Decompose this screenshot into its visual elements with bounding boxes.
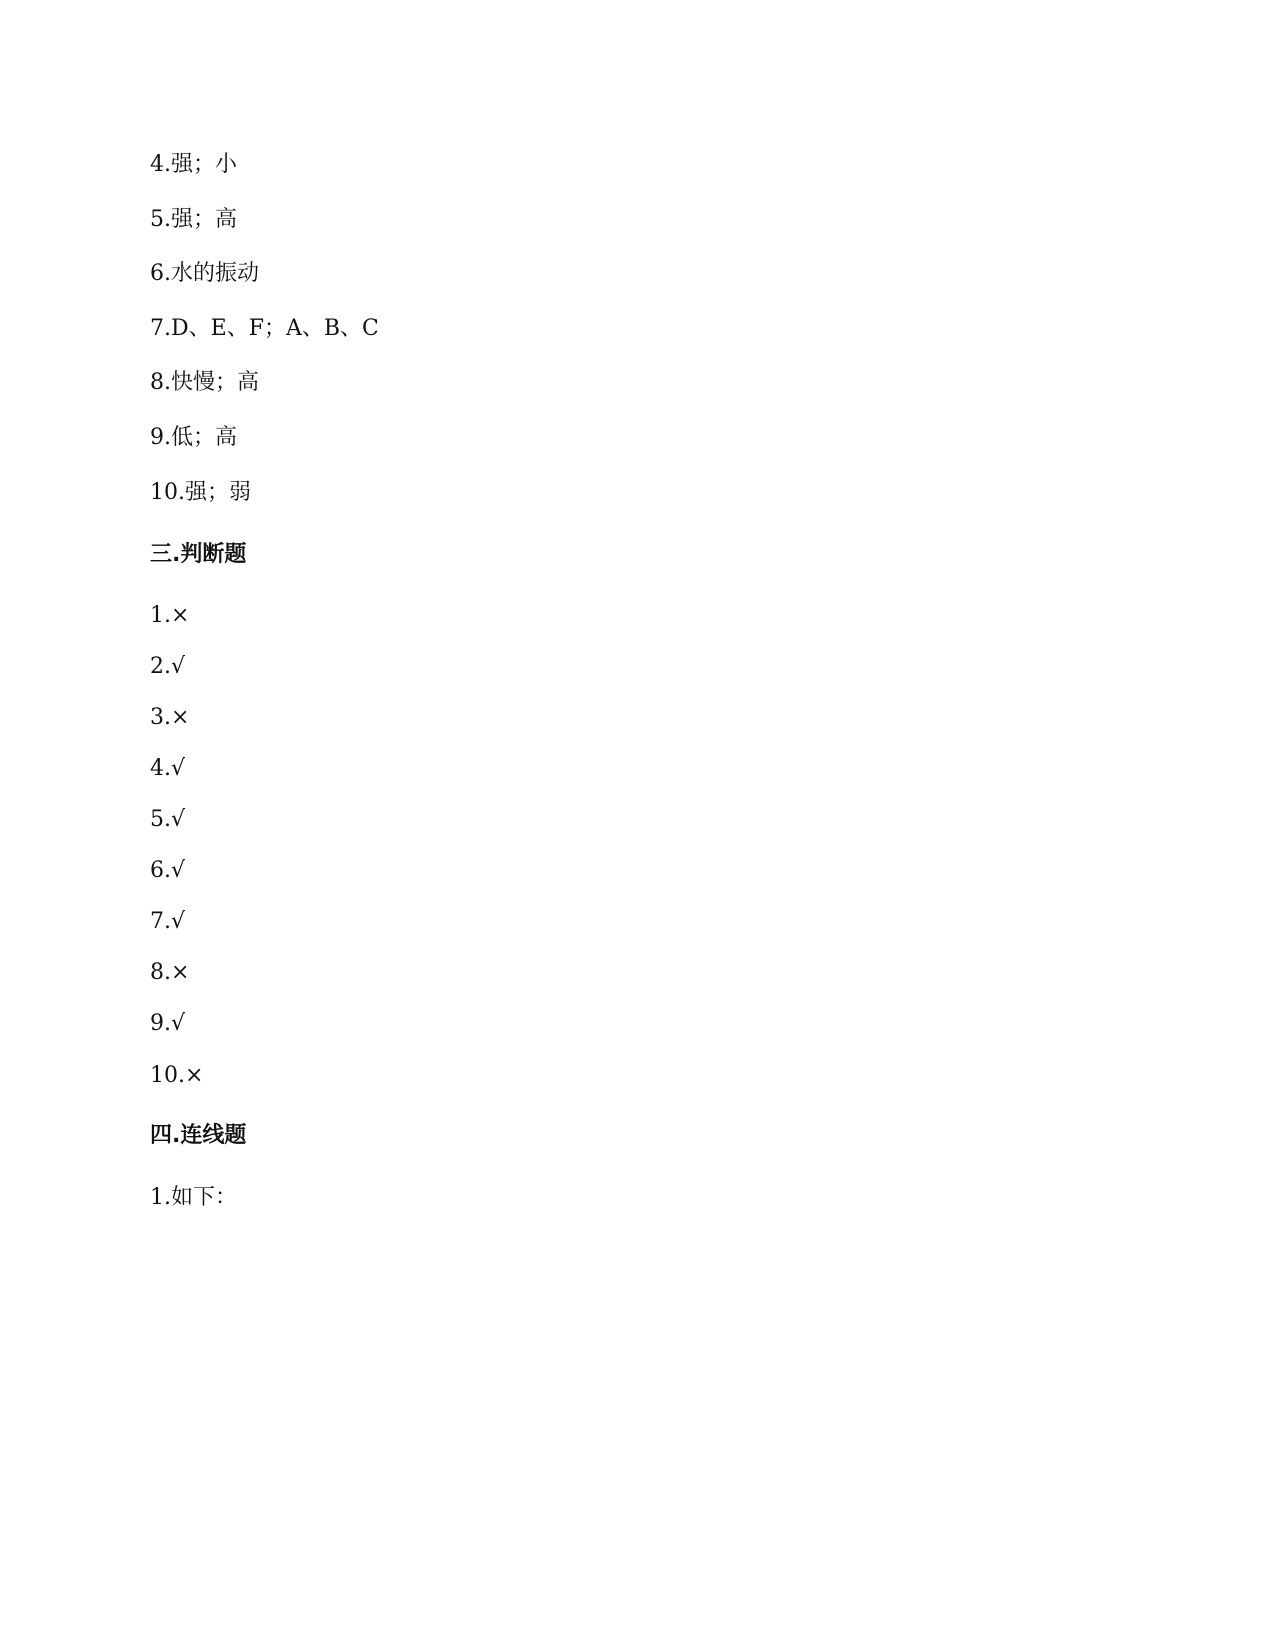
section-heading-judgement: 三.判断题 [150,542,247,567]
fill-answer-5: 5.强；高 [150,207,237,232]
judgement-answer-7: 7.√ [150,909,186,934]
judgement-answer-8: 8.× [150,960,190,985]
judgement-answer-10: 10.× [150,1063,204,1088]
fill-answer-8: 8.快慢；高 [150,370,259,395]
judgement-answer-1: 1.× [150,603,190,628]
judgement-answer-3: 3.× [150,705,190,730]
judgement-answer-9: 9.√ [150,1011,186,1036]
judgement-answer-5: 5.√ [150,807,186,832]
section-heading-matching: 四.连线题 [150,1123,247,1148]
fill-answer-10: 10.强；弱 [150,480,251,505]
fill-answer-4: 4.强；小 [150,152,237,177]
matching-answer-1: 1.如下： [150,1185,237,1210]
fill-answer-9: 9.低；高 [150,425,237,450]
fill-answer-7: 7.D、E、F；A、B、C [150,316,379,341]
judgement-answer-2: 2.√ [150,654,186,679]
judgement-answer-6: 6.√ [150,858,186,883]
judgement-answer-4: 4.√ [150,756,186,781]
fill-answer-6: 6.水的振动 [150,261,259,286]
